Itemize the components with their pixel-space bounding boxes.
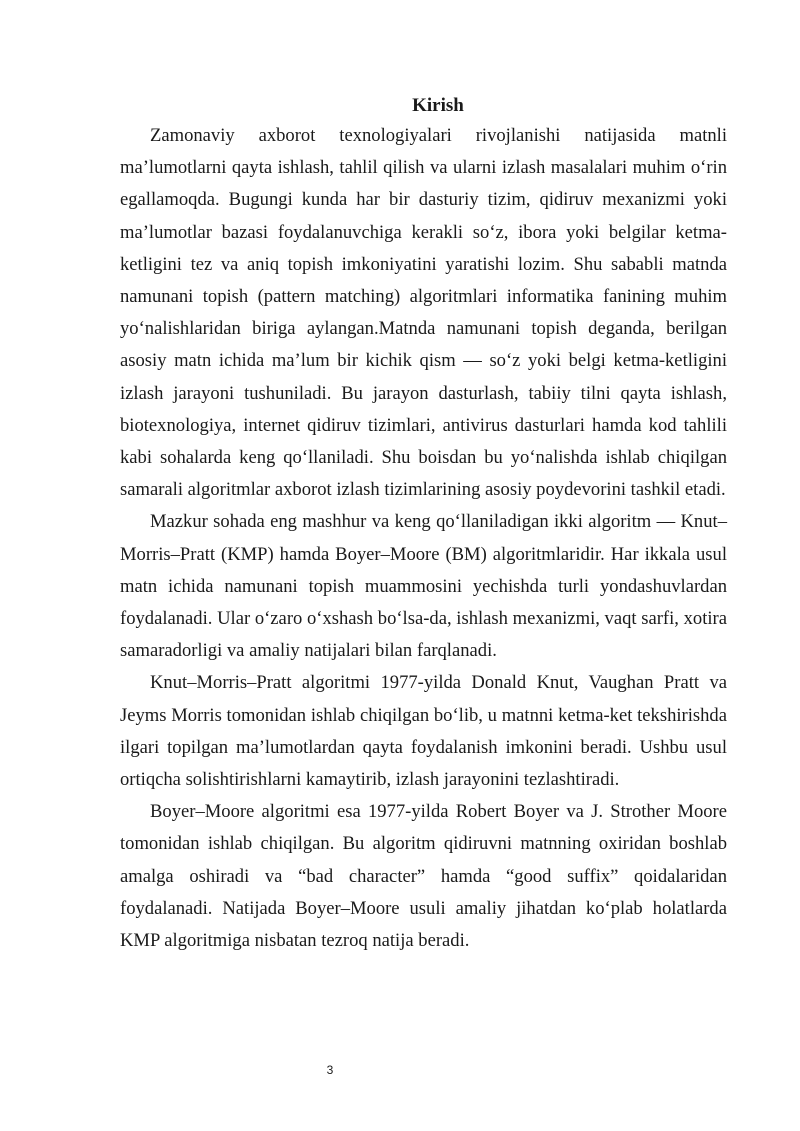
paragraph-algorithms: Mazkur sohada eng mashhur va keng qo‘llaniladigan ikki algoritm — Knut–Morris–Pratt (KMP) hamda Boyer–Moore (BM) algoritmlaridir. Har ikkala usul matn ichida namunani topish muammosini yechishda turli yondashuvlardan foydalanadi. Ular o‘zaro o‘xshash bo‘lsa-da, ishlash mexanizmi, vaqt sarfi, xotira samaradorligi va amaliy natijalari bilan farqlanadi. bbox=[120, 511, 727, 662]
paragraph-intro: Zamonaviy axborot texnologiyalari rivojlanishi natijasida matnli ma’lumotlarni qayta ishlash, tahlil qilish va ularni izlash masalalari muhim o‘rin egallamoqda. Bugungi kunda har bir dasturiy tizim, qidiruv mexanizmi yoki ma’lumotlar bazasi foydalanuvchiga kerakli so‘z, ibora yoki belgilar ketma-ketligini tez va aniq topish imkoniyatini yaratishi lozim. Shu sababli matnda namunani topish (pattern matching) algoritmlari informatika fanining muhim yo‘nalishlaridan biriga aylangan.Matnda namunani topish deganda, berilgan asosiy matn ichida ma’lum bir kichik qism — so‘z yoki belgi ketma-ketligini izlash jarayoni tushuniladi. Bu jarayon dasturlash, tabiiy tilni qayta ishlash, biotexnologiya, internet qidiruv tizimlari, antivirus dasturlari hamda kod tahlili kabi sohalarda keng qo‘llaniladi. Shu boisdan bu yo‘nalishda ishlab chiqilgan samarali algoritmlar axborot izlash tizimlarining asosiy poydevorini tashkil etadi. bbox=[120, 125, 727, 501]
paragraph-boyer-moore: Boyer–Moore algoritmi esa 1977-yilda Robert Boyer va J. Strother Moore tomonidan ishlab chiqilgan. Bu algoritm qidiruvni matnning oxiridan boshlab amalga oshiradi va “bad character” hamda “good suffix” qoidalaridan foydalanadi. Natijada Boyer–Moore usuli amaliy jihatdan ko‘plab holatlarda KMP algoritmiga nisbatan tezroq natija beradi. bbox=[120, 801, 727, 952]
paragraph-kmp: Knut–Morris–Pratt algoritmi 1977-yilda Donald Knut, Vaughan Pratt va Jeyms Morris tomonidan ishlab chiqilgan bo‘lib, u matnni ketma-ket tekshirishda ilgari topilgan ma’lumotlardan qayta foydalanish imkonini beradi. Ushbu usul ortiqcha solishtirishlarni kamaytirib, izlash jarayonini tezlashtiradi. bbox=[120, 672, 727, 791]
section-title: Kirish bbox=[412, 95, 464, 116]
page-number: 3 bbox=[326, 1063, 334, 1077]
body-text bbox=[120, 120, 727, 957]
